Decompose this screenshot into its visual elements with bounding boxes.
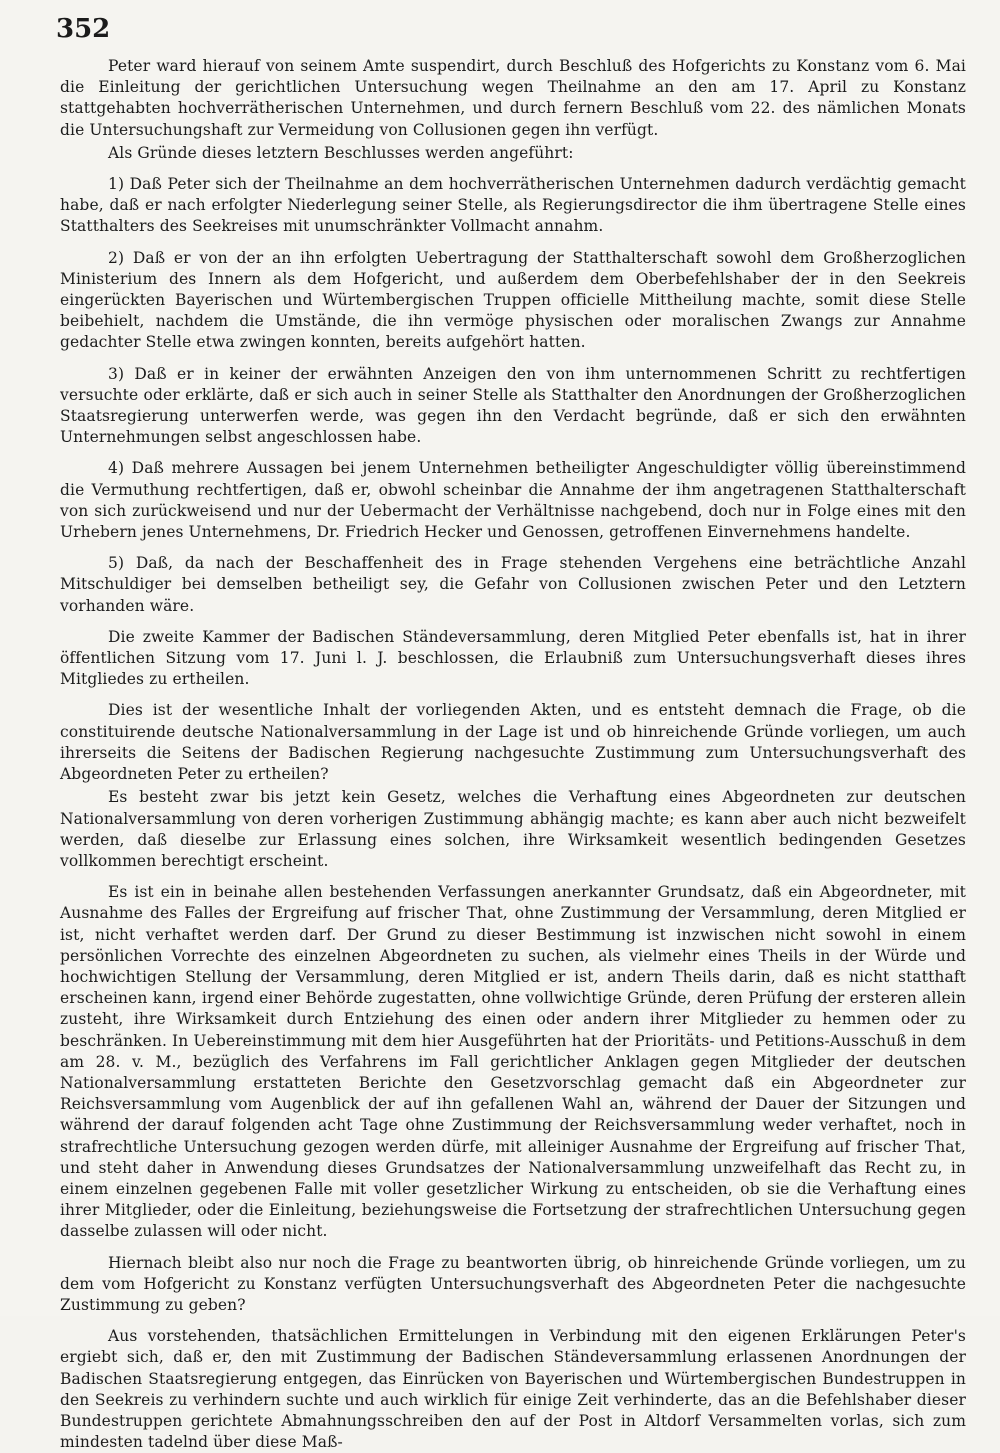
paragraph-second-chamber: Die zweite Kammer der Badischen Ständeversammlung, deren Mitglied Peter ebenfalls ist, hat in ihrer öffentlichen Sitzung vom 17. Juni l. J. beschlossen, die Erlaubniß zum Untersuchungsverhaft dieses ihres Mitgliedes zu ertheilen.	[60, 627, 966, 689]
paragraph-reason-3: 3) Daß er in keiner der erwähnten Anzeigen den von ihm unternommenen Schritt zu rechtfertigen versuchte oder erklärte, daß er sich auch in seiner Stelle als Statthalter den Anordnungen der Großherzoglichen Staatsregierung unterwerfen werde, was gegen ihn den Verdacht begründe, daß er sich den erwähnten Unternehmungen selbst angeschlossen habe.	[60, 364, 966, 447]
paragraph-suspension: Peter ward hierauf von seinem Amte suspendirt, durch Beschluß des Hofgerichts zu Konstanz vom 6. Mai die Einleitung der gerichtlichen Untersuchung wegen Theilnahme an den am 17. April zu Konstanz stattgehabten hochverrätherischen Unternehmen, und durch fernern Beschluß vom 22. des nämlichen Monats die Untersuchungshaft zur Vermeidung von Collusionen gegen ihn verfügt.	[60, 57, 966, 139]
paragraph-no-law: Es besteht zwar bis jetzt kein Gesetz, welches die Verhaftung eines Abgeordneten zur deutschen Nationalversammlung von deren vorherigen Zustimmung abhängig machte; es kann aber auch nicht bezweifelt werden, daß dieselbe zur Erlassung eines solchen, ihre Wirksamkeit wesentlich bedingenden Gesetzes vollkommen berechtigt erscheint.	[60, 788, 966, 870]
paragraph-findings: Aus vorstehenden, thatsächlichen Ermittelungen in Verbindung mit den eigenen Erklärungen Peter's ergiebt sich, daß er, den mit Zustimmung der Badischen Ständeversammlung erlassenen Anordnungen der Badischen Staatsregierung entgegen, das Einrücken von Bayerischen und Würtembergischen Bundestruppen in den Seekreis zu verhindern suchte und auch wirklich für einige Zeit verhinderte, das an die Befehlshaber dieser Bundestruppen gerichtete Abmahnungsschreiben den auf der Post in Altdorf Versammelten vorlas, sich zum mindesten tadelnd über diese Maß-	[60, 1327, 966, 1452]
page-number: 352	[56, 14, 111, 44]
paragraph-reason-1: 1) Daß Peter sich der Theilnahme an dem hochverrätherischen Unternehmen dadurch verdächtig gemacht habe, daß er nach erfolgter Niederlegung seiner Stelle, als Regierungsdirector die ihm übertragene Stelle eines Statthalters des Seekreises mit unumschränkter Vollmacht annahm.	[60, 175, 966, 236]
paragraph-question: Dies ist der wesentliche Inhalt der vorliegenden Akten, und es entsteht demnach die Frage, ob die constituirende deutsche Nationalversammlung in der Lage ist und ob hinreichende Gründe vorliegen, um auch ihrerseits die Seitens der Badischen Regierung nachgesuchte Zustimmung zum Untersuchungsverhaft des Abgeordneten Peter zu ertheilen?	[60, 701, 966, 784]
paragraph-remaining-question: Hiernach bleibt also nur noch die Frage zu beantworten übrig, ob hinreichende Gründe vorliegen, um zu dem vom Hofgericht zu Konstanz verfügten Untersuchungsverhaft des Abgeordneten Peter die nachgesuchte Zustimmung zu geben?	[60, 1253, 966, 1314]
paragraph-reason-2: 2) Daß er von der an ihn erfolgten Uebertragung der Statthalterschaft sowohl dem Großherzoglichen Ministerium des Innern als dem Hofgericht, und außerdem dem Oberbefehlshaber der in den Seekreis eingerückten Bayerischen und Würtembergischen Truppen officielle Mittheilung machte, somit diese Stelle beibehielt, nachdem die Umstände, die ihn vermöge physischen oder moralischen Zwangs zur Annahme gedachter Stelle etwa zwingen konnten, bereits aufgehört hatten.	[60, 248, 966, 352]
paragraph-principle: Es ist ein in beinahe allen bestehenden Verfassungen anerkannter Grundsatz, daß ein Abgeordneter, mit Ausnahme des Falles der Ergreifung auf frischer That, ohne Zustimmung der Versammlung, deren Mitglied er ist, nicht verhaftet werden darf. Der Grund zu dieser Bestimmung ist inzwischen nicht sowohl in einem persönlichen Vorrechte des einzelnen Abgeordneten zu suchen, als vielmehr eines Theils in der Würde und hochwichtigen Stellung der Versammlung, deren Mitglied er ist, andern Theils darin, daß es nicht statthaft erscheinen kann, irgend einer Behörde zugestatten, ohne vollwichtige Gründe, deren Prüfung der ersteren allein zusteht, ihre Wirksamkeit durch Entziehung des einen oder andern ihrer Mitglieder zu hemmen oder zu beschränken. In Uebereinstimmung mit dem hier Ausgeführten hat der Prioritäts- und Petitions-Ausschuß in dem am 28. v. M., bezüglich des Verfahrens im Fall gerichtlicher Anklagen gegen Mitglieder der deutschen Nationalversammlung erstatteten Berichte den Gesetzvorschlag gemacht daß ein Abgeordneter zur Reichsversammlung vom Augenblick der auf ihn gefallenen Wahl an, während der Dauer der Sitzungen und während der darauf folgenden acht Tage ohne Zustimmung der Reichsversammlung weder verhaftet, noch in strafrechtliche Untersuchung gezogen werden dürfe, mit alleiniger Ausnahme der Ergreifung auf frischer That, und steht daher in Anwendung dieses Grundsatzes der Nationalversammlung unzweifelhaft das Recht zu, in einem einzelnen gegebenen Falle mit voller gesetzlicher Wirkung zu entscheiden, ob sie die Verhaftung eines ihrer Mitglieder, oder die Einleitung, beziehungsweise die Fortsetzung der strafrechtlichen Untersuchung gegen dasselbe zulassen will oder nicht.	[60, 883, 966, 1241]
paragraph-reasons-intro: Als Gründe dieses letztern Beschlusses werden angeführt:	[108, 143, 574, 162]
paragraph-reason-5: 5) Daß, da nach der Beschaffenheit des in Frage stehenden Vergehens eine beträchtliche Anzahl Mitschuldiger bei demselben betheiligt sey, die Gefahr von Collusionen zwischen Peter und den Letztern vorhanden wäre.	[60, 554, 966, 615]
paragraph-reason-4: 4) Daß mehrere Aussagen bei jenem Unternehmen betheiligter Angeschuldigter völlig übereinstimmend die Vermuthung rechtfertigen, daß er, obwohl scheinbar die Annahme der ihm angetragenen Statthalterschaft von sich zurückweisend und nur der Uebermacht der Verhältnisse nachgebend, doch nur in Folge eines mit den Urhebern jenes Unternehmens, Dr. Friedrich Hecker und Genossen, getroffenen Einvernehmens handelte.	[60, 459, 966, 542]
